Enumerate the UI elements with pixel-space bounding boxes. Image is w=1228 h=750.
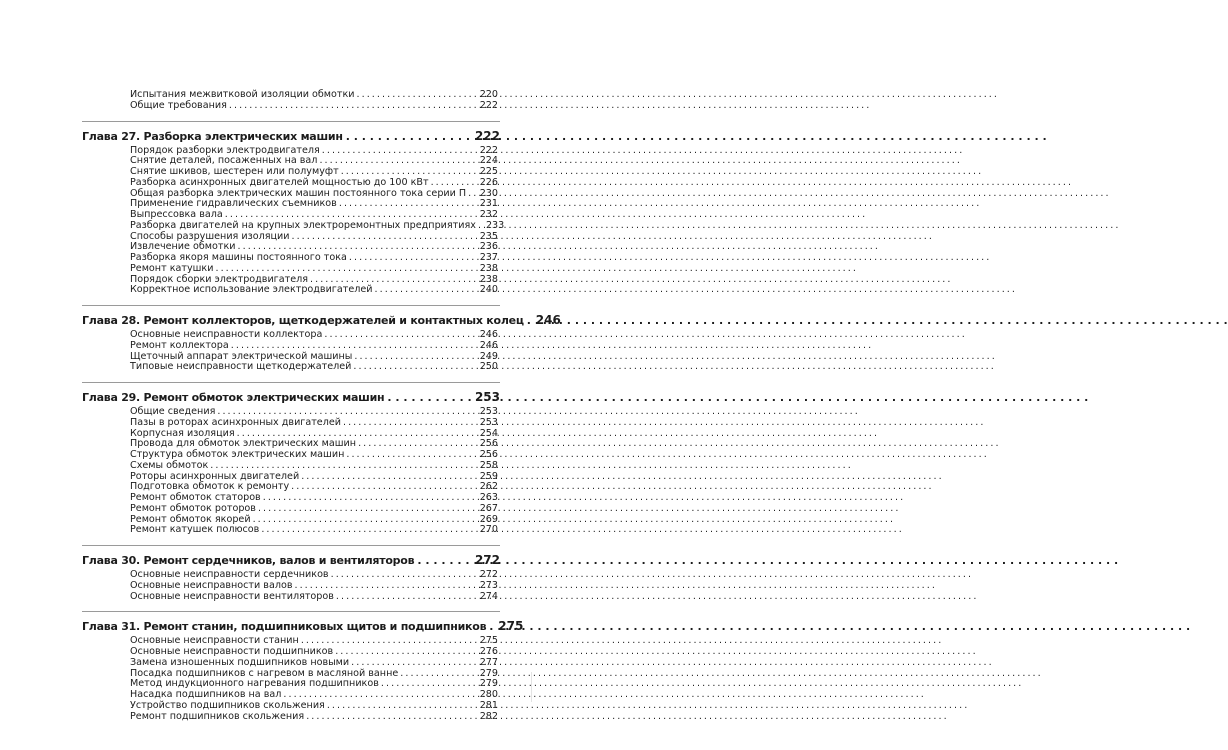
entry-title: Снятие шкивов, шестерен или полумуфт bbox=[130, 166, 339, 177]
entry-title: Основные неисправности станин bbox=[130, 635, 299, 647]
dot-leader bbox=[489, 620, 495, 634]
entry-title: Извлечение обмотки bbox=[130, 241, 236, 253]
toc-entry bbox=[82, 712, 500, 723]
chapter-title: Глава 30. Ремонт сердечников, валов и вентиляторов bbox=[82, 554, 415, 567]
entry-title: Разборка асинхронных двигателей мощностью до 100 кВт bbox=[130, 176, 429, 188]
dot-leader bbox=[351, 658, 478, 669]
entry-page: 246 bbox=[479, 329, 498, 340]
chapter-heading bbox=[82, 129, 500, 143]
entry-title: Общие сведения bbox=[130, 406, 216, 417]
chapter-title: Глава 28. Ремонт коллекторов, щеткодержателей и контактных колец bbox=[82, 314, 524, 327]
toc-entry bbox=[82, 701, 500, 712]
entry-page: 259 bbox=[479, 470, 498, 482]
entry-title: Испытания межвитковой изоляции обмотки bbox=[130, 89, 355, 100]
chapter-title: Глава 31. Ремонт станин, подшипниковых щитов и подшипников bbox=[82, 620, 487, 634]
entry-page: 269 bbox=[479, 513, 498, 525]
entry-page: 231 bbox=[479, 198, 498, 210]
entry-page: 276 bbox=[479, 646, 498, 657]
entry-title: Способы разрушения изоляции bbox=[130, 230, 290, 242]
entry-title: Выпрессовка вала bbox=[130, 209, 223, 220]
entry-page: 250 bbox=[479, 361, 498, 373]
entry-title: Ремонт катушки bbox=[130, 262, 214, 274]
toc-entry bbox=[82, 341, 500, 352]
entry-page: 275 bbox=[479, 635, 498, 647]
chapter-title: Глава 27. Разборка электрических машин bbox=[82, 129, 343, 143]
divider bbox=[82, 305, 500, 306]
dot-leader bbox=[353, 362, 477, 373]
dot-leader bbox=[431, 178, 478, 189]
entry-title: Разборка якоря машины постоянного тока bbox=[130, 252, 347, 263]
toc-entry bbox=[82, 592, 500, 603]
entry-page: 249 bbox=[479, 350, 498, 362]
entry-title: Схемы обмоток bbox=[130, 459, 209, 471]
book-page bbox=[0, 0, 600, 750]
toc-entry bbox=[82, 101, 500, 112]
entry-page: 235 bbox=[479, 230, 498, 242]
entry-title: Провода для обмоток электрических машин bbox=[130, 438, 357, 450]
entry-title: Посадка подшипников с нагревом в масляной ванне bbox=[130, 667, 399, 679]
chapter-title: Глава 29. Ремонт обмоток электрических машин bbox=[82, 391, 385, 404]
entry-page: 238 bbox=[479, 262, 498, 274]
entry-page: 222 bbox=[479, 99, 498, 111]
entry-page: 240 bbox=[479, 284, 498, 296]
entry-title: Порядок сборки электродвигателя bbox=[130, 273, 308, 285]
table-of-contents bbox=[82, 88, 561, 722]
toc-entry bbox=[82, 178, 500, 189]
chapter-28-sections bbox=[82, 330, 500, 373]
toc-entry bbox=[82, 658, 500, 669]
toc-entry bbox=[82, 461, 500, 472]
entry-page: 262 bbox=[479, 481, 498, 493]
chapter-page: 246 bbox=[535, 313, 561, 327]
entry-title: Разборка двигателей на крупных электроремонтных предприятиях bbox=[130, 219, 476, 231]
entry-title: Применение гидравлических съемников bbox=[130, 198, 337, 210]
divider bbox=[82, 545, 500, 546]
entry-title: Основные неисправности валов bbox=[130, 579, 293, 591]
entry-title: Ремонт обмоток статоров bbox=[130, 492, 261, 503]
dot-leader bbox=[261, 525, 477, 536]
divider bbox=[82, 121, 500, 122]
chapter-page: 253 bbox=[474, 390, 500, 404]
entry-page: 270 bbox=[479, 524, 498, 536]
entry-page: 253 bbox=[479, 416, 498, 428]
entry-title: Ремонт обмоток якорей bbox=[130, 513, 251, 525]
entry-title: Ремонт подшипников скольжения bbox=[130, 710, 305, 722]
entry-page: 274 bbox=[479, 590, 498, 602]
chapter-page: 272 bbox=[474, 553, 500, 567]
entry-title: Насадка подшипников на вал bbox=[130, 689, 282, 700]
toc-entry bbox=[82, 525, 500, 536]
entry-page: 224 bbox=[479, 155, 498, 167]
entry-page: 277 bbox=[479, 656, 498, 668]
entry-title: Метод индукционного нагревания подшипников bbox=[130, 678, 379, 690]
chapter-29-sections bbox=[82, 407, 500, 536]
entry-page: 256 bbox=[479, 438, 498, 450]
dot-leader bbox=[294, 581, 477, 592]
chapter-27-sections bbox=[82, 144, 505, 297]
entry-title: Основные неисправности коллектора bbox=[130, 329, 323, 340]
entry-title: Основные неисправности вентиляторов bbox=[130, 590, 334, 602]
toc-entry bbox=[82, 504, 500, 515]
entry-title: Основные неисправности сердечников bbox=[130, 569, 329, 580]
entry-title: Устройство подшипников скольжения bbox=[130, 699, 325, 711]
entry-title: Замена изношенных подшипников новыми bbox=[130, 656, 350, 668]
toc-entry bbox=[82, 219, 505, 232]
scan-artifact bbox=[531, 672, 532, 702]
chapter-30-sections bbox=[82, 570, 500, 602]
dot-leader bbox=[327, 701, 478, 712]
entry-page: 233 bbox=[485, 219, 505, 231]
entry-title: Структура обмоток электрических машин bbox=[130, 449, 345, 460]
chapter-page: 275 bbox=[498, 619, 524, 634]
toc-entry bbox=[82, 418, 500, 429]
dot-leader bbox=[258, 504, 478, 515]
dot-leader bbox=[336, 592, 478, 603]
toc-entry bbox=[82, 285, 500, 296]
chapter-heading bbox=[82, 619, 524, 634]
chapter-31-sections bbox=[82, 636, 500, 722]
entry-page: 280 bbox=[479, 689, 498, 700]
divider bbox=[82, 611, 500, 612]
entry-page: 237 bbox=[479, 252, 498, 263]
chapter-page: 222 bbox=[474, 128, 500, 143]
entry-page: 258 bbox=[479, 459, 498, 471]
dot-leader bbox=[527, 314, 533, 328]
entry-title: Общая разборка электрических машин постоянного тока серии П bbox=[130, 187, 467, 199]
entry-title: Ремонт катушек полюсов bbox=[130, 524, 260, 536]
entry-page: 230 bbox=[479, 187, 498, 199]
entry-title: Пазы в роторах асинхронных двигателей bbox=[130, 416, 341, 428]
dot-leader bbox=[417, 554, 472, 568]
toc-entry bbox=[82, 581, 500, 592]
entry-title: Основные неисправности подшипников bbox=[130, 646, 334, 657]
dot-leader bbox=[346, 130, 472, 144]
entry-page: 281 bbox=[479, 699, 498, 711]
entry-page: 272 bbox=[479, 569, 498, 580]
entry-title: Ремонт коллектора bbox=[130, 339, 229, 351]
entry-title: Общие требования bbox=[130, 99, 227, 111]
entry-page: 238 bbox=[479, 273, 498, 285]
entry-page: 253 bbox=[479, 406, 498, 417]
chapter-heading bbox=[82, 390, 500, 404]
divider bbox=[82, 382, 500, 383]
entry-page: 246 bbox=[479, 339, 498, 351]
entry-title: Роторы асинхронных двигателей bbox=[130, 470, 300, 482]
entry-page: 222 bbox=[479, 144, 498, 156]
dot-leader bbox=[215, 264, 477, 275]
dot-leader bbox=[343, 418, 478, 429]
entry-page: 225 bbox=[479, 166, 498, 177]
entry-page: 279 bbox=[479, 678, 498, 690]
entry-title: Порядок разборки электродвигателя bbox=[130, 144, 320, 156]
entry-title: Корректное использование электродвигателей bbox=[130, 284, 373, 296]
entry-page: 256 bbox=[479, 449, 498, 460]
dot-leader bbox=[210, 461, 477, 472]
toc-entry bbox=[82, 264, 500, 275]
entry-page: 273 bbox=[479, 579, 498, 591]
dot-leader bbox=[478, 221, 484, 232]
entry-page: 220 bbox=[479, 89, 498, 100]
dot-leader bbox=[387, 391, 472, 405]
dot-leader bbox=[375, 285, 478, 296]
dot-leader bbox=[229, 101, 478, 112]
entry-page: 279 bbox=[479, 667, 498, 679]
entry-title: Корпусная изоляция bbox=[130, 427, 235, 439]
intro-entries bbox=[82, 90, 500, 112]
toc-entry bbox=[82, 362, 500, 373]
entry-title: Ремонт обмоток роторов bbox=[130, 502, 256, 514]
entry-page: 236 bbox=[479, 241, 498, 253]
entry-page: 263 bbox=[479, 492, 498, 503]
chapter-heading bbox=[82, 313, 561, 327]
entry-title: Подготовка обмоток к ремонту bbox=[130, 481, 290, 493]
entry-page: 282 bbox=[479, 710, 498, 722]
entry-title: Снятие деталей, посаженных на вал bbox=[130, 155, 318, 167]
entry-title: Щеточный аппарат электрической машины bbox=[130, 350, 353, 362]
dot-leader bbox=[306, 712, 477, 723]
dot-leader bbox=[231, 341, 478, 352]
entry-page: 232 bbox=[479, 209, 498, 220]
entry-page: 226 bbox=[479, 176, 498, 188]
entry-page: 254 bbox=[479, 427, 498, 439]
entry-title: Типовые неисправности щеткодержателей bbox=[130, 361, 352, 373]
entry-page: 267 bbox=[479, 502, 498, 514]
chapter-heading bbox=[82, 553, 500, 567]
